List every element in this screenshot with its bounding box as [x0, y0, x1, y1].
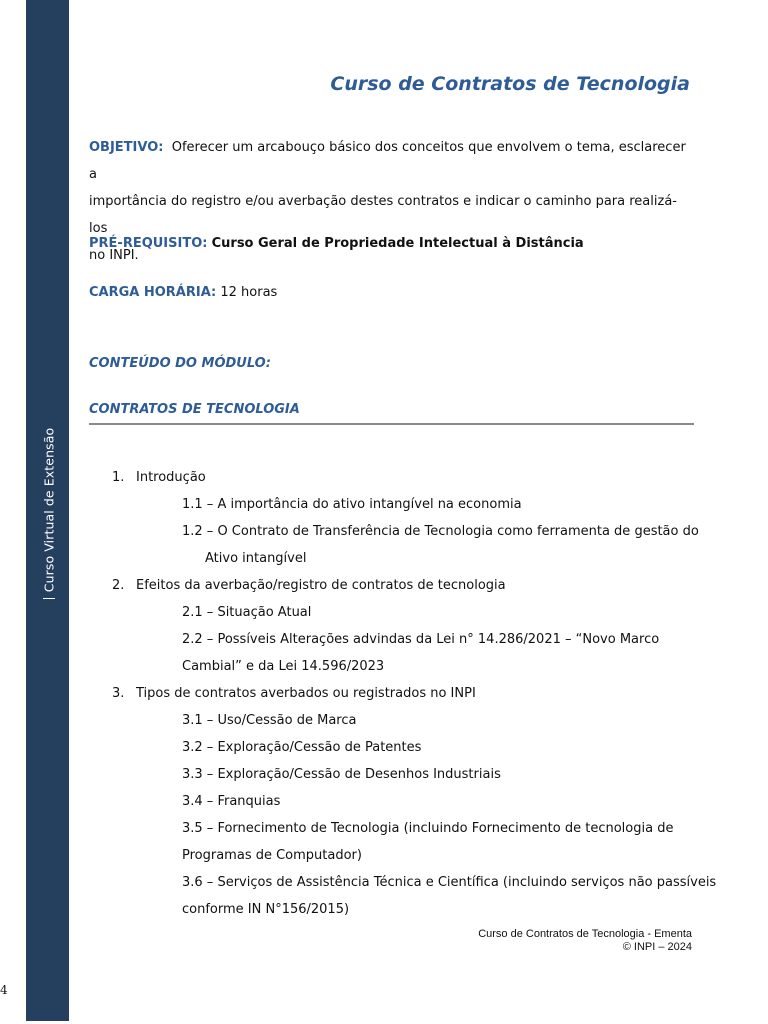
- page-number: 4: [0, 983, 8, 997]
- list-subitem-text: Ativo intangível: [205, 551, 307, 566]
- list-subitem: [112, 815, 692, 842]
- page-footer: [478, 928, 692, 954]
- content-list: [112, 464, 717, 923]
- page-title: Curso de Contratos de Tecnologia: [330, 73, 690, 95]
- list-item-text: Tipos de contratos averbados ou registrados no INPI: [136, 686, 476, 701]
- list-subitem-text: 3.3 – Exploração/Cessão de Desenhos Industriais: [182, 767, 501, 782]
- section-heading: CONTRATOS DE TECNOLOGIA: [89, 402, 300, 417]
- list-number: 3.: [112, 686, 125, 701]
- conteudo-heading: CONTEÚDO DO MÓDULO:: [89, 356, 271, 371]
- list-subitem: [112, 707, 692, 734]
- list-subitem-text: 3.5 – Fornecimento de Tecnologia (incluindo Fornecimento de tecnologia de: [182, 821, 674, 836]
- list-item: [112, 680, 692, 707]
- footer-title: Curso de Contratos de Tecnologia - Ementa: [478, 928, 692, 940]
- list-subitem-text: 3.2 – Exploração/Cessão de Patentes: [182, 740, 422, 755]
- prerequisito-label: PRÉ-REQUISITO:: [89, 236, 208, 251]
- carga-value: 12 horas: [220, 285, 278, 300]
- list-item: [112, 464, 692, 491]
- list-item-text: Efeitos da averbação/registro de contratos de tecnologia: [136, 578, 506, 593]
- list-item-text: Introdução: [136, 470, 206, 485]
- list-subitem-text: 3.6 – Serviços de Assistência Técnica e Científica (incluindo serviços não passíveis: [182, 875, 717, 890]
- carga-section: [89, 279, 689, 306]
- list-subitem: [112, 491, 692, 518]
- list-subitem-continuation: [112, 545, 692, 572]
- objetivo-text-2: importância do registro e/ou averbação destes contratos e indicar o caminho para realizá-los: [89, 194, 677, 236]
- list-subitem-continuation: [112, 896, 692, 923]
- list-subitem: [112, 518, 699, 545]
- list-subitem: [112, 626, 692, 653]
- list-subitem-text: 3.1 – Uso/Cessão de Marca: [182, 713, 357, 728]
- section-divider: [89, 423, 694, 425]
- list-subitem-text: Cambial” e da Lei 14.596/2023: [182, 659, 385, 674]
- list-subitem-text: 3.4 – Franquias: [182, 794, 281, 809]
- list-subitem: [112, 788, 692, 815]
- list-number: 2.: [112, 578, 125, 593]
- prerequisito-section: [89, 230, 689, 257]
- list-subitem-continuation: [112, 653, 692, 680]
- prerequisito-value: Curso Geral de Propriedade Intelectual à Distância: [211, 236, 584, 251]
- list-subitem-text: 1.1 – A importância do ativo intangível na economia: [182, 497, 522, 512]
- sidebar-divider: [43, 598, 55, 599]
- list-subitem-text: 2.1 – Situação Atual: [182, 605, 312, 620]
- carga-label: CARGA HORÁRIA:: [89, 285, 217, 300]
- footer-copyright: © INPI – 2024: [622, 941, 692, 953]
- list-item: [112, 572, 692, 599]
- list-subitem: [112, 734, 692, 761]
- objetivo-text-3: no INPI.: [89, 248, 139, 263]
- list-subitem-text: 1.2 – O Contrato de Transferência de Tecnologia como ferramenta de gestão do: [182, 524, 699, 539]
- objetivo-text-1: Oferecer um arcabouço básico dos conceitos que envolvem o tema, esclarecer a: [89, 140, 686, 182]
- list-subitem-text: conforme IN N°156/2015): [182, 902, 350, 917]
- list-subitem-continuation: [112, 842, 692, 869]
- list-subitem: [112, 761, 692, 788]
- list-subitem-text: 2.2 – Possíveis Alterações advindas da Lei n° 14.286/2021 – “Novo Marco: [182, 632, 660, 647]
- list-subitem: [112, 599, 692, 626]
- list-number: 1.: [112, 470, 125, 485]
- objetivo-label: OBJETIVO:: [89, 140, 164, 155]
- list-subitem: [112, 869, 717, 896]
- sidebar-label: Curso Virtual de Extensão: [41, 427, 57, 593]
- list-subitem-text: Programas de Computador): [182, 848, 362, 863]
